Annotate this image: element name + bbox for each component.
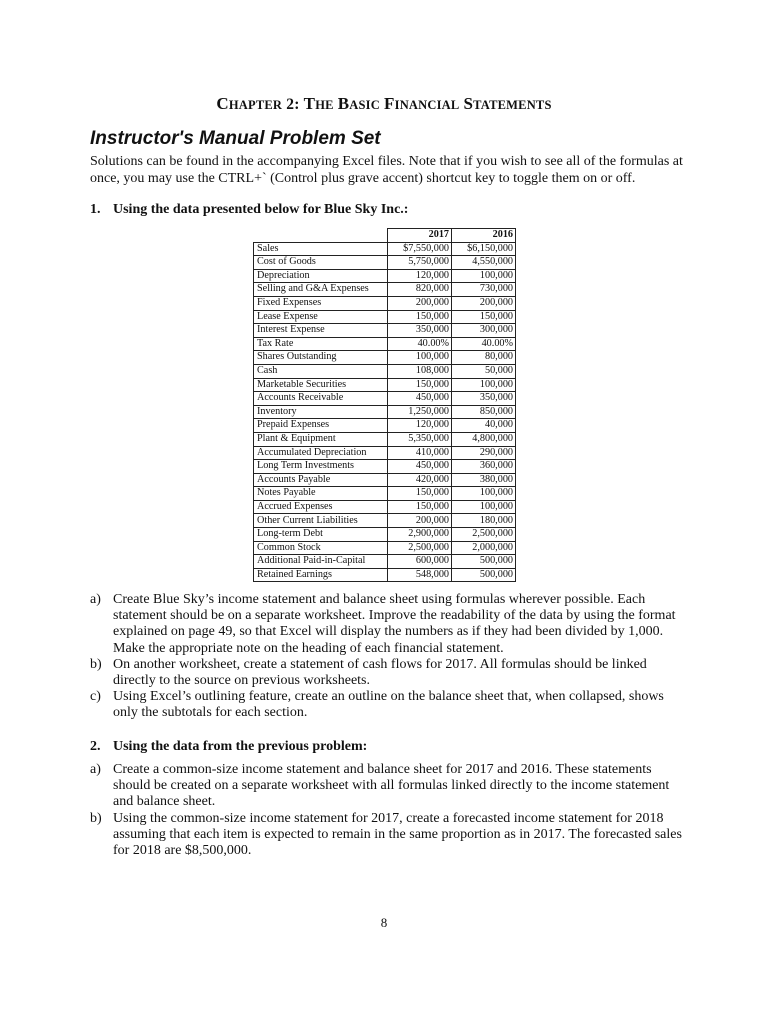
table-cell-2016: 100,000 <box>452 487 516 501</box>
table-cell-2017: 200,000 <box>388 296 452 310</box>
table-row <box>254 446 516 460</box>
chapter-heading-part: HE <box>315 98 334 112</box>
table-cell-label: Fixed Expenses <box>254 296 388 310</box>
question-2-parts <box>90 762 690 859</box>
chapter-heading <box>0 94 768 114</box>
table-cell-2016: $6,150,000 <box>452 242 516 256</box>
table-cell-label: Tax Rate <box>254 337 388 351</box>
table-row <box>254 269 516 283</box>
table-row <box>254 568 516 582</box>
table-row <box>254 500 516 514</box>
chapter-heading-part: INANCIAL <box>394 98 460 112</box>
list-item <box>90 657 690 689</box>
table-body <box>254 242 516 582</box>
table-cell-2016: 2,500,000 <box>452 528 516 542</box>
table-cell-2017: 410,000 <box>388 446 452 460</box>
table-row <box>254 460 516 474</box>
table-header-2017: 2017 <box>388 229 452 243</box>
table-cell-label: Notes Payable <box>254 487 388 501</box>
table-cell-label: Plant & Equipment <box>254 432 388 446</box>
list-item-marker: a) <box>90 592 101 607</box>
table-cell-label: Prepaid Expenses <box>254 419 388 433</box>
table-cell-2017: 820,000 <box>388 283 452 297</box>
table-cell-label: Depreciation <box>254 269 388 283</box>
chapter-heading-part: ASIC <box>349 98 380 112</box>
chapter-heading-part: 2: <box>282 96 304 113</box>
table-cell-2016: 380,000 <box>452 473 516 487</box>
table-cell-2016: 4,800,000 <box>452 432 516 446</box>
chapter-heading-part: HAPTER <box>228 98 283 112</box>
table-cell-label: Sales <box>254 242 388 256</box>
table-cell-2017: 5,750,000 <box>388 256 452 270</box>
table-cell-2016: 100,000 <box>452 378 516 392</box>
chapter-heading-part: C <box>216 94 229 113</box>
table-header-row <box>254 229 516 243</box>
table-row <box>254 310 516 324</box>
table-cell-label: Retained Earnings <box>254 568 388 582</box>
table-cell-2016: 300,000 <box>452 324 516 338</box>
table-cell-2017: 40.00% <box>388 337 452 351</box>
table-cell-2016: 100,000 <box>452 269 516 283</box>
table-row <box>254 405 516 419</box>
question-1-number: 1. <box>90 202 101 217</box>
table-cell-2017: 120,000 <box>388 419 452 433</box>
page-number: 8 <box>380 915 388 930</box>
table-row <box>254 473 516 487</box>
table-cell-label: Cash <box>254 364 388 378</box>
table-row <box>254 419 516 433</box>
table-cell-2017: 600,000 <box>388 555 452 569</box>
question-2-heading <box>90 739 367 755</box>
list-item-marker: a) <box>90 762 101 777</box>
table-cell-label: Accrued Expenses <box>254 500 388 514</box>
question-2-number: 2. <box>90 739 101 754</box>
list-item-text: Using the common-size income statement for 2017, create a forecasted income statement for 2018 assuming that each item is expected to remain in the same proportion as in 2017. The forecasted sales for 2018 are $8,500,000. <box>113 810 682 859</box>
table-row <box>254 514 516 528</box>
list-item-marker: c) <box>90 689 101 705</box>
list-item-text: Create a common-size income statement and balance sheet for 2017 and 2016. These statements should be created on a separate worksheet with all formulas linked directly to the income statement and balance sheet. <box>113 762 670 810</box>
table-header-2016: 2016 <box>452 229 516 243</box>
table-cell-2017: 450,000 <box>388 392 452 406</box>
table-row <box>254 392 516 406</box>
table-row <box>254 378 516 392</box>
table-cell-2016: 50,000 <box>452 364 516 378</box>
chapter-heading-part: S <box>463 94 474 113</box>
table-cell-2017: 350,000 <box>388 324 452 338</box>
table-cell-2016: 2,000,000 <box>452 541 516 555</box>
list-item <box>90 689 690 721</box>
table-cell-label: Interest Expense <box>254 324 388 338</box>
list-item <box>90 811 690 860</box>
table-cell-2017: 5,350,000 <box>388 432 452 446</box>
table-cell-label: Long-term Debt <box>254 528 388 542</box>
table-cell-2016: 350,000 <box>452 392 516 406</box>
intro-paragraph: Solutions can be found in the accompanying Excel files. Note that if you wish to see all of the formulas at once, you may use the CTRL+` (Control plus grave accent) shortcut key to toggle them on or off. <box>90 154 683 186</box>
table-cell-2016: 850,000 <box>452 405 516 419</box>
table-cell-2017: $7,550,000 <box>388 242 452 256</box>
table-cell-2017: 120,000 <box>388 269 452 283</box>
table-row <box>254 351 516 365</box>
list-item-marker: b) <box>90 810 102 826</box>
table-cell-2016: 360,000 <box>452 460 516 474</box>
question-1-heading <box>90 202 408 218</box>
table-row <box>254 364 516 378</box>
list-item-text: On another worksheet, create a statement of cash flows for 2017. All formulas should be linked directly to the source on previous worksheets. <box>113 656 647 689</box>
table-cell-2016: 80,000 <box>452 351 516 365</box>
table-cell-label: Marketable Securities <box>254 378 388 392</box>
table-cell-2017: 450,000 <box>388 460 452 474</box>
table-cell-label: Common Stock <box>254 541 388 555</box>
table-cell-2017: 150,000 <box>388 487 452 501</box>
chapter-heading-part: TATEMENTS <box>473 98 552 112</box>
table-cell-2016: 730,000 <box>452 283 516 297</box>
table-cell-2017: 2,500,000 <box>388 541 452 555</box>
table-cell-2017: 200,000 <box>388 514 452 528</box>
table-cell-2017: 548,000 <box>388 568 452 582</box>
table-cell-2016: 180,000 <box>452 514 516 528</box>
table-header-blank <box>254 229 388 243</box>
list-item <box>90 762 690 811</box>
list-item-marker: b) <box>90 656 102 672</box>
question-2-text: Using the data from the previous problem: <box>113 739 368 754</box>
blue-sky-data-table <box>253 228 516 582</box>
table-cell-2017: 100,000 <box>388 351 452 365</box>
table-row <box>254 337 516 351</box>
table-cell-2017: 150,000 <box>388 310 452 324</box>
table-cell-label: Cost of Goods <box>254 256 388 270</box>
table-cell-2016: 150,000 <box>452 310 516 324</box>
table-cell-label: Other Current Liabilities <box>254 514 388 528</box>
table-cell-2016: 40.00% <box>452 337 516 351</box>
table-cell-2016: 40,000 <box>452 419 516 433</box>
table-row <box>254 541 516 555</box>
table-row <box>254 283 516 297</box>
table-cell-label: Additional Paid-in-Capital <box>254 555 388 569</box>
table-row <box>254 242 516 256</box>
table-cell-2016: 500,000 <box>452 568 516 582</box>
list-item-text: Create Blue Sky’s income statement and balance sheet using formulas wherever possible. Each statement should be on a separate worksheet. Improve the readability of the data by using the format explained on page 49, so that Excel will display the numbers as if they had been divided by 1,000. Make the appropriate note on the heading of each financial statement. <box>113 592 676 656</box>
question-1-parts <box>90 592 690 722</box>
chapter-heading-part: F <box>384 94 395 113</box>
table-cell-2017: 150,000 <box>388 378 452 392</box>
table-cell-label: Accounts Payable <box>254 473 388 487</box>
table-row <box>254 528 516 542</box>
table-cell-2016: 290,000 <box>452 446 516 460</box>
table-cell-label: Selling and G&A Expenses <box>254 283 388 297</box>
table-cell-2017: 108,000 <box>388 364 452 378</box>
table-row <box>254 555 516 569</box>
table-cell-2017: 420,000 <box>388 473 452 487</box>
table-cell-2017: 1,250,000 <box>388 405 452 419</box>
table-row <box>254 487 516 501</box>
table-cell-2016: 100,000 <box>452 500 516 514</box>
chapter-heading-part: T <box>303 94 316 113</box>
table-cell-2016: 4,550,000 <box>452 256 516 270</box>
table-cell-label: Accounts Receivable <box>254 392 388 406</box>
table-cell-label: Lease Expense <box>254 310 388 324</box>
list-item <box>90 592 690 657</box>
table-cell-2017: 2,900,000 <box>388 528 452 542</box>
table-cell-2016: 500,000 <box>452 555 516 569</box>
table-cell-2017: 150,000 <box>388 500 452 514</box>
table-cell-label: Long Term Investments <box>254 460 388 474</box>
question-1-text: Using the data presented below for Blue Sky Inc.: <box>113 202 409 217</box>
table-cell-label: Shares Outstanding <box>254 351 388 365</box>
table-cell-2016: 200,000 <box>452 296 516 310</box>
table-row <box>254 296 516 310</box>
table-row <box>254 432 516 446</box>
list-item-text: Using Excel’s outlining feature, create an outline on the balance sheet that, when collapsed, shows only the subtotals for each section. <box>113 689 664 721</box>
table-cell-label: Inventory <box>254 405 388 419</box>
chapter-heading-part: B <box>337 94 350 113</box>
table-row <box>254 324 516 338</box>
manual-title: Instructor's Manual Problem Set <box>90 128 381 149</box>
table-row <box>254 256 516 270</box>
table-cell-label: Accumulated Depreciation <box>254 446 388 460</box>
